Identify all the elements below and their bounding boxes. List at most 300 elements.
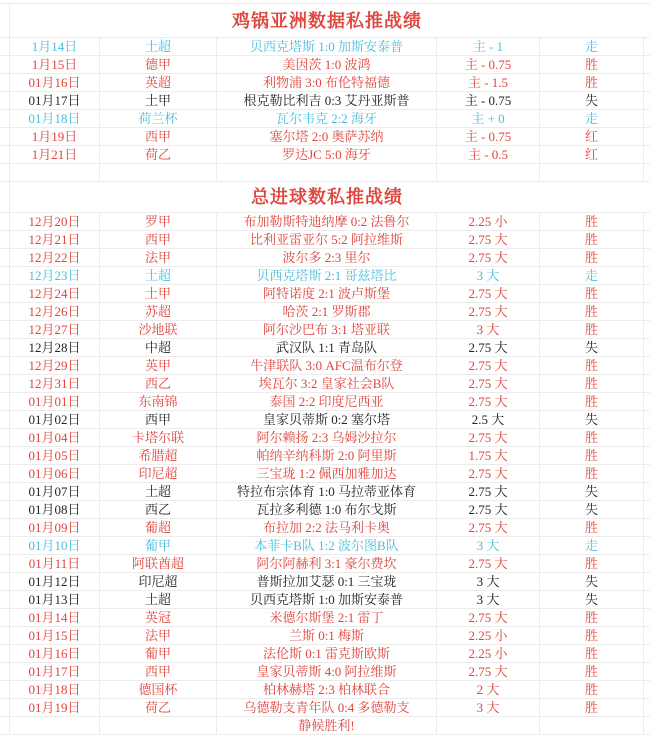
right-gutter-cell: [644, 429, 650, 446]
left-gutter-cell: [0, 537, 10, 554]
line-cell: 3 大: [437, 699, 540, 716]
right-gutter-cell: [644, 627, 650, 644]
right-gutter-cell: [644, 483, 650, 500]
result-cell: 失: [540, 411, 644, 428]
record-row: [0, 501, 650, 519]
match-cell: 瓦尔韦克 2:2 海牙: [217, 110, 437, 127]
line-cell: 2.75 大: [437, 663, 540, 680]
record-row: [0, 411, 650, 429]
right-gutter-cell: [644, 339, 650, 356]
record-row: [0, 38, 650, 56]
match-cell: [217, 164, 437, 181]
league-cell: 葡甲: [100, 537, 217, 554]
date-cell: 01月05日: [10, 447, 100, 464]
match-cell: 特拉布宗体育 1:0 马拉蒂亚体育: [217, 483, 437, 500]
right-gutter-cell: [644, 717, 650, 734]
record-row: [0, 609, 650, 627]
match-cell: 波尔多 2:3 里尔: [217, 249, 437, 266]
left-gutter-cell: [0, 627, 10, 644]
league-cell: 卡塔尔联: [100, 429, 217, 446]
match-cell: 泰国 2:2 印度尼西亚: [217, 393, 437, 410]
date-cell: 01月11日: [10, 555, 100, 572]
right-gutter-cell: [644, 56, 650, 73]
date-cell: 01月02日: [10, 411, 100, 428]
league-cell: 西甲: [100, 411, 217, 428]
line-cell: 2.75 大: [437, 339, 540, 356]
record-row: [0, 74, 650, 92]
line-cell: 2.75 大: [437, 519, 540, 536]
right-gutter-cell: [644, 92, 650, 109]
league-cell: 英冠: [100, 609, 217, 626]
line-cell: 3 大: [437, 321, 540, 338]
match-cell: 埃瓦尔 3:2 皇家社会B队: [217, 375, 437, 392]
league-cell: 西乙: [100, 375, 217, 392]
date-cell: 12月27日: [10, 321, 100, 338]
right-gutter-cell: [644, 303, 650, 320]
match-cell: 布拉加 2:2 法马利卡奥: [217, 519, 437, 536]
left-gutter-cell: [0, 38, 10, 55]
match-cell: 柏林赫塔 2:3 柏林联合: [217, 681, 437, 698]
match-cell: 罗达JC 5:0 海牙: [217, 146, 437, 163]
record-row: [0, 645, 650, 663]
right-gutter-cell: [644, 146, 650, 163]
section-title: 总进球数私推战绩: [251, 187, 403, 207]
league-cell: 荷乙: [100, 699, 217, 716]
right-gutter-cell: [644, 645, 650, 662]
result-cell: 胜: [540, 645, 644, 662]
record-row: [0, 627, 650, 645]
league-cell: [100, 164, 217, 181]
left-gutter-cell: [0, 591, 10, 608]
left-gutter-cell: [0, 519, 10, 536]
right-gutter-cell: [644, 375, 650, 392]
league-cell: 西甲: [100, 128, 217, 145]
league-cell: 土甲: [100, 285, 217, 302]
line-cell: 1.75 大: [437, 447, 540, 464]
blank-separator-row: [0, 164, 650, 182]
result-cell: 走: [540, 38, 644, 55]
right-gutter-cell: [644, 231, 650, 248]
league-cell: 西乙: [100, 501, 217, 518]
match-cell: 阿特诺度 2:1 波卢斯堡: [217, 285, 437, 302]
result-cell: 胜: [540, 375, 644, 392]
right-gutter-cell: [644, 213, 650, 230]
date-cell: 01月10日: [10, 537, 100, 554]
record-row: [0, 249, 650, 267]
date-cell: 1月14日: [10, 38, 100, 55]
date-cell: 12月22日: [10, 249, 100, 266]
right-gutter-cell: [644, 411, 650, 428]
result-cell: 失: [540, 483, 644, 500]
match-cell: 利物浦 3:0 布伦特福德: [217, 74, 437, 91]
left-gutter-cell: [0, 249, 10, 266]
league-cell: 法甲: [100, 627, 217, 644]
match-cell: 根克勒比利吉 0:3 艾丹亚斯普: [217, 92, 437, 109]
left-gutter-cell: [0, 92, 10, 109]
date-cell: 12月29日: [10, 357, 100, 374]
result-cell: 胜: [540, 555, 644, 572]
match-cell: 皇家贝蒂斯 0:2 塞尔塔: [217, 411, 437, 428]
right-gutter-cell: [644, 573, 650, 590]
result-cell: 失: [540, 92, 644, 109]
line-cell: 2.75 大: [437, 483, 540, 500]
league-cell: 土超: [100, 38, 217, 55]
line-cell: 主 + 0: [437, 110, 540, 127]
date-cell: [10, 717, 100, 734]
match-cell: 三宝珑 1:2 佩西加雅加达: [217, 465, 437, 482]
left-gutter-cell: [0, 357, 10, 374]
left-gutter-cell: [0, 681, 10, 698]
league-cell: 德国杯: [100, 681, 217, 698]
record-row: [0, 663, 650, 681]
left-gutter-cell: [0, 56, 10, 73]
left-gutter-cell: [0, 393, 10, 410]
result-cell: 走: [540, 110, 644, 127]
match-cell: 皇家贝蒂斯 4:0 阿拉维斯: [217, 663, 437, 680]
result-cell: 胜: [540, 429, 644, 446]
right-gutter-cell: [644, 591, 650, 608]
left-gutter-cell: [0, 573, 10, 590]
league-cell: 苏超: [100, 303, 217, 320]
result-cell: 胜: [540, 56, 644, 73]
league-cell: 中超: [100, 339, 217, 356]
right-gutter-cell: [644, 663, 650, 680]
date-cell: 01月16日: [10, 74, 100, 91]
league-cell: 希腊超: [100, 447, 217, 464]
right-gutter-cell: [644, 699, 650, 716]
league-cell: 印尼超: [100, 465, 217, 482]
left-gutter-cell: [0, 483, 10, 500]
left-gutter-cell: [0, 465, 10, 482]
result-cell: 胜: [540, 609, 644, 626]
result-cell: 走: [540, 267, 644, 284]
date-cell: 12月24日: [10, 285, 100, 302]
right-gutter-cell: [644, 393, 650, 410]
right-gutter-cell: [644, 267, 650, 284]
section-title: 鸡锅亚洲数据私推战绩: [232, 10, 422, 31]
date-cell: 12月26日: [10, 303, 100, 320]
left-gutter-cell: [0, 213, 10, 230]
left-gutter-cell: [0, 267, 10, 284]
league-cell: 葡甲: [100, 645, 217, 662]
match-cell: 美因茨 1:0 波鸿: [217, 56, 437, 73]
left-gutter-cell: [0, 609, 10, 626]
date-cell: 12月23日: [10, 267, 100, 284]
league-cell: 法甲: [100, 249, 217, 266]
left-gutter-cell: [0, 375, 10, 392]
date-cell: 12月20日: [10, 213, 100, 230]
date-cell: 01月01日: [10, 393, 100, 410]
record-row: [0, 519, 650, 537]
record-row: [0, 146, 650, 164]
left-gutter-cell: [0, 4, 10, 37]
date-cell: 1月21日: [10, 146, 100, 163]
date-cell: 1月15日: [10, 56, 100, 73]
result-cell: 胜: [540, 357, 644, 374]
line-cell: 主 - 0.75: [437, 56, 540, 73]
record-row: [0, 285, 650, 303]
line-cell: 2 大: [437, 681, 540, 698]
match-cell: 哈茨 2:1 罗斯郡: [217, 303, 437, 320]
line-cell: 主 - 0.75: [437, 92, 540, 109]
match-cell: 阿尔沙巴布 3:1 塔亚联: [217, 321, 437, 338]
right-gutter-cell: [644, 164, 650, 181]
league-cell: 沙地联: [100, 321, 217, 338]
date-cell: 01月18日: [10, 681, 100, 698]
left-gutter-cell: [0, 231, 10, 248]
left-gutter-cell: [0, 717, 10, 734]
league-cell: [100, 717, 217, 734]
result-cell: 失: [540, 591, 644, 608]
record-row: [0, 465, 650, 483]
right-gutter-cell: [644, 501, 650, 518]
line-cell: 2.75 大: [437, 465, 540, 482]
record-row: [0, 213, 650, 231]
section-title-row-section-2: [0, 182, 650, 213]
result-cell: 失: [540, 339, 644, 356]
result-cell: 胜: [540, 699, 644, 716]
left-gutter-cell: [0, 182, 10, 212]
result-cell: 走: [540, 537, 644, 554]
left-gutter-cell: [0, 285, 10, 302]
left-gutter-cell: [0, 447, 10, 464]
left-gutter-cell: [0, 429, 10, 446]
line-cell: [437, 164, 540, 181]
date-cell: 01月16日: [10, 645, 100, 662]
right-gutter-cell: [644, 519, 650, 536]
left-gutter-cell: [0, 663, 10, 680]
date-cell: 01月04日: [10, 429, 100, 446]
result-cell: 胜: [540, 285, 644, 302]
result-cell: 胜: [540, 249, 644, 266]
result-cell: 胜: [540, 627, 644, 644]
record-row: [0, 591, 650, 609]
result-cell: 红: [540, 128, 644, 145]
line-cell: 2.75 大: [437, 303, 540, 320]
left-gutter-cell: [0, 411, 10, 428]
league-cell: 东南锦: [100, 393, 217, 410]
league-cell: 罗甲: [100, 213, 217, 230]
line-cell: 2.25 小: [437, 627, 540, 644]
section-title-row-section-1: [0, 4, 650, 38]
result-cell: 胜: [540, 681, 644, 698]
left-gutter-cell: [0, 645, 10, 662]
match-cell: 法伦斯 0:1 雷克斯欧斯: [217, 645, 437, 662]
right-gutter-cell: [644, 249, 650, 266]
match-cell: 武汉队 1:1 青岛队: [217, 339, 437, 356]
right-gutter-cell: [644, 38, 650, 55]
date-cell: 01月08日: [10, 501, 100, 518]
result-cell: 胜: [540, 465, 644, 482]
league-cell: 荷兰杯: [100, 110, 217, 127]
right-gutter-cell: [644, 681, 650, 698]
line-cell: 2.75 大: [437, 285, 540, 302]
result-cell: 失: [540, 573, 644, 590]
line-cell: 2.5 大: [437, 411, 540, 428]
result-cell: 胜: [540, 303, 644, 320]
left-gutter-cell: [0, 74, 10, 91]
line-cell: 3 大: [437, 267, 540, 284]
record-row: [0, 128, 650, 146]
date-cell: 01月19日: [10, 699, 100, 716]
record-row: [0, 681, 650, 699]
league-cell: 阿联酋超: [100, 555, 217, 572]
record-row: [0, 447, 650, 465]
left-gutter-cell: [0, 128, 10, 145]
line-cell: 3 大: [437, 537, 540, 554]
date-cell: 01月18日: [10, 110, 100, 127]
left-gutter-cell: [0, 164, 10, 181]
line-cell: 2.75 大: [437, 429, 540, 446]
date-cell: 01月13日: [10, 591, 100, 608]
right-gutter-cell: [644, 609, 650, 626]
record-row: [0, 339, 650, 357]
date-cell: 01月07日: [10, 483, 100, 500]
date-cell: 12月31日: [10, 375, 100, 392]
right-gutter-cell: [644, 110, 650, 127]
match-cell: 兰斯 0:1 梅斯: [217, 627, 437, 644]
left-gutter-cell: [0, 699, 10, 716]
match-cell: 贝西克塔斯 1:0 加斯安泰普: [217, 591, 437, 608]
date-cell: 01月14日: [10, 609, 100, 626]
match-cell: 乌德勒支青年队 0:4 多德勒支: [217, 699, 437, 716]
match-cell: 贝西克塔斯 2:1 哥兹塔比: [217, 267, 437, 284]
right-gutter-cell: [644, 447, 650, 464]
line-cell: 2.25 小: [437, 645, 540, 662]
date-cell: 01月17日: [10, 92, 100, 109]
line-cell: 2.25 小: [437, 213, 540, 230]
line-cell: 2.75 大: [437, 609, 540, 626]
league-cell: 德甲: [100, 56, 217, 73]
record-row: [0, 483, 650, 501]
match-cell: 阿尔阿赫利 3:1 豪尔费坎: [217, 555, 437, 572]
left-gutter-cell: [0, 501, 10, 518]
date-cell: 12月28日: [10, 339, 100, 356]
match-cell: 布加勒斯特迪纳摩 0:2 法鲁尔: [217, 213, 437, 230]
line-cell: 2.75 大: [437, 555, 540, 572]
match-cell: 静候胜利!: [217, 717, 437, 734]
league-cell: 土超: [100, 267, 217, 284]
right-gutter-cell: [644, 74, 650, 91]
line-cell: 2.75 大: [437, 501, 540, 518]
right-gutter-cell: [644, 357, 650, 374]
left-gutter-cell: [0, 555, 10, 572]
right-gutter-cell: [644, 321, 650, 338]
line-cell: 主 - 1.5: [437, 74, 540, 91]
result-cell: 胜: [540, 231, 644, 248]
record-row: [0, 375, 650, 393]
match-cell: 阿尔赖扬 2:3 乌姆沙拉尔: [217, 429, 437, 446]
match-cell: 普斯拉加艾瑟 0:1 三宝珑: [217, 573, 437, 590]
left-gutter-cell: [0, 146, 10, 163]
league-cell: 西甲: [100, 663, 217, 680]
date-cell: 01月09日: [10, 519, 100, 536]
result-cell: 胜: [540, 663, 644, 680]
match-cell: 比利亚雷亚尔 5:2 阿拉维斯: [217, 231, 437, 248]
result-cell: 失: [540, 501, 644, 518]
result-cell: 胜: [540, 321, 644, 338]
record-row: [0, 321, 650, 339]
footer-row: [0, 717, 650, 735]
league-cell: 荷乙: [100, 146, 217, 163]
left-gutter-cell: [0, 110, 10, 127]
result-cell: 红: [540, 146, 644, 163]
record-row: [0, 537, 650, 555]
date-cell: 01月17日: [10, 663, 100, 680]
match-cell: 米德尔斯堡 2:1 雷丁: [217, 609, 437, 626]
line-cell: 3 大: [437, 591, 540, 608]
match-cell: 本菲卡B队 1:2 波尔图B队: [217, 537, 437, 554]
right-gutter-cell: [644, 537, 650, 554]
date-cell: 01月12日: [10, 573, 100, 590]
result-cell: 胜: [540, 74, 644, 91]
date-cell: 01月06日: [10, 465, 100, 482]
record-row: [0, 555, 650, 573]
record-row: [0, 699, 650, 717]
line-cell: 2.75 大: [437, 249, 540, 266]
bottom-spacer-row: [0, 735, 650, 745]
record-row: [0, 303, 650, 321]
left-gutter-cell: [0, 303, 10, 320]
league-cell: 葡超: [100, 519, 217, 536]
record-row: [0, 231, 650, 249]
match-cell: 塞尔塔 2:0 奥萨苏纳: [217, 128, 437, 145]
match-cell: 帕纳辛纳科斯 2:0 阿里斯: [217, 447, 437, 464]
date-cell: [10, 164, 100, 181]
right-gutter-cell: [644, 285, 650, 302]
league-cell: 西甲: [100, 231, 217, 248]
result-cell: 胜: [540, 447, 644, 464]
line-cell: 主 - 0.5: [437, 146, 540, 163]
result-cell: [540, 717, 644, 734]
right-gutter-cell: [644, 465, 650, 482]
match-cell: 瓦拉多利德 1:0 布尔戈斯: [217, 501, 437, 518]
record-row: [0, 92, 650, 110]
record-row: [0, 429, 650, 447]
record-row: [0, 110, 650, 128]
result-cell: [540, 164, 644, 181]
league-cell: 英超: [100, 74, 217, 91]
line-cell: 2.75 大: [437, 357, 540, 374]
date-cell: 1月19日: [10, 128, 100, 145]
result-cell: 胜: [540, 393, 644, 410]
left-gutter-cell: [0, 321, 10, 338]
line-cell: 主 - 0.75: [437, 128, 540, 145]
line-cell: 2.75 大: [437, 231, 540, 248]
record-row: [0, 267, 650, 285]
record-row: [0, 393, 650, 411]
league-cell: 土甲: [100, 92, 217, 109]
record-row: [0, 573, 650, 591]
match-cell: 贝西克塔斯 1:0 加斯安泰普: [217, 38, 437, 55]
date-cell: 12月21日: [10, 231, 100, 248]
league-cell: 英甲: [100, 357, 217, 374]
record-row: [0, 56, 650, 74]
record-row: [0, 357, 650, 375]
date-cell: 01月15日: [10, 627, 100, 644]
result-cell: 胜: [540, 213, 644, 230]
line-cell: 2.75 大: [437, 393, 540, 410]
league-cell: 土超: [100, 483, 217, 500]
result-cell: 胜: [540, 519, 644, 536]
line-cell: [437, 717, 540, 734]
line-cell: 3 大: [437, 573, 540, 590]
line-cell: 主 - 1: [437, 38, 540, 55]
league-cell: 印尼超: [100, 573, 217, 590]
right-gutter-cell: [644, 555, 650, 572]
league-cell: 土超: [100, 591, 217, 608]
line-cell: 2.75 大: [437, 375, 540, 392]
